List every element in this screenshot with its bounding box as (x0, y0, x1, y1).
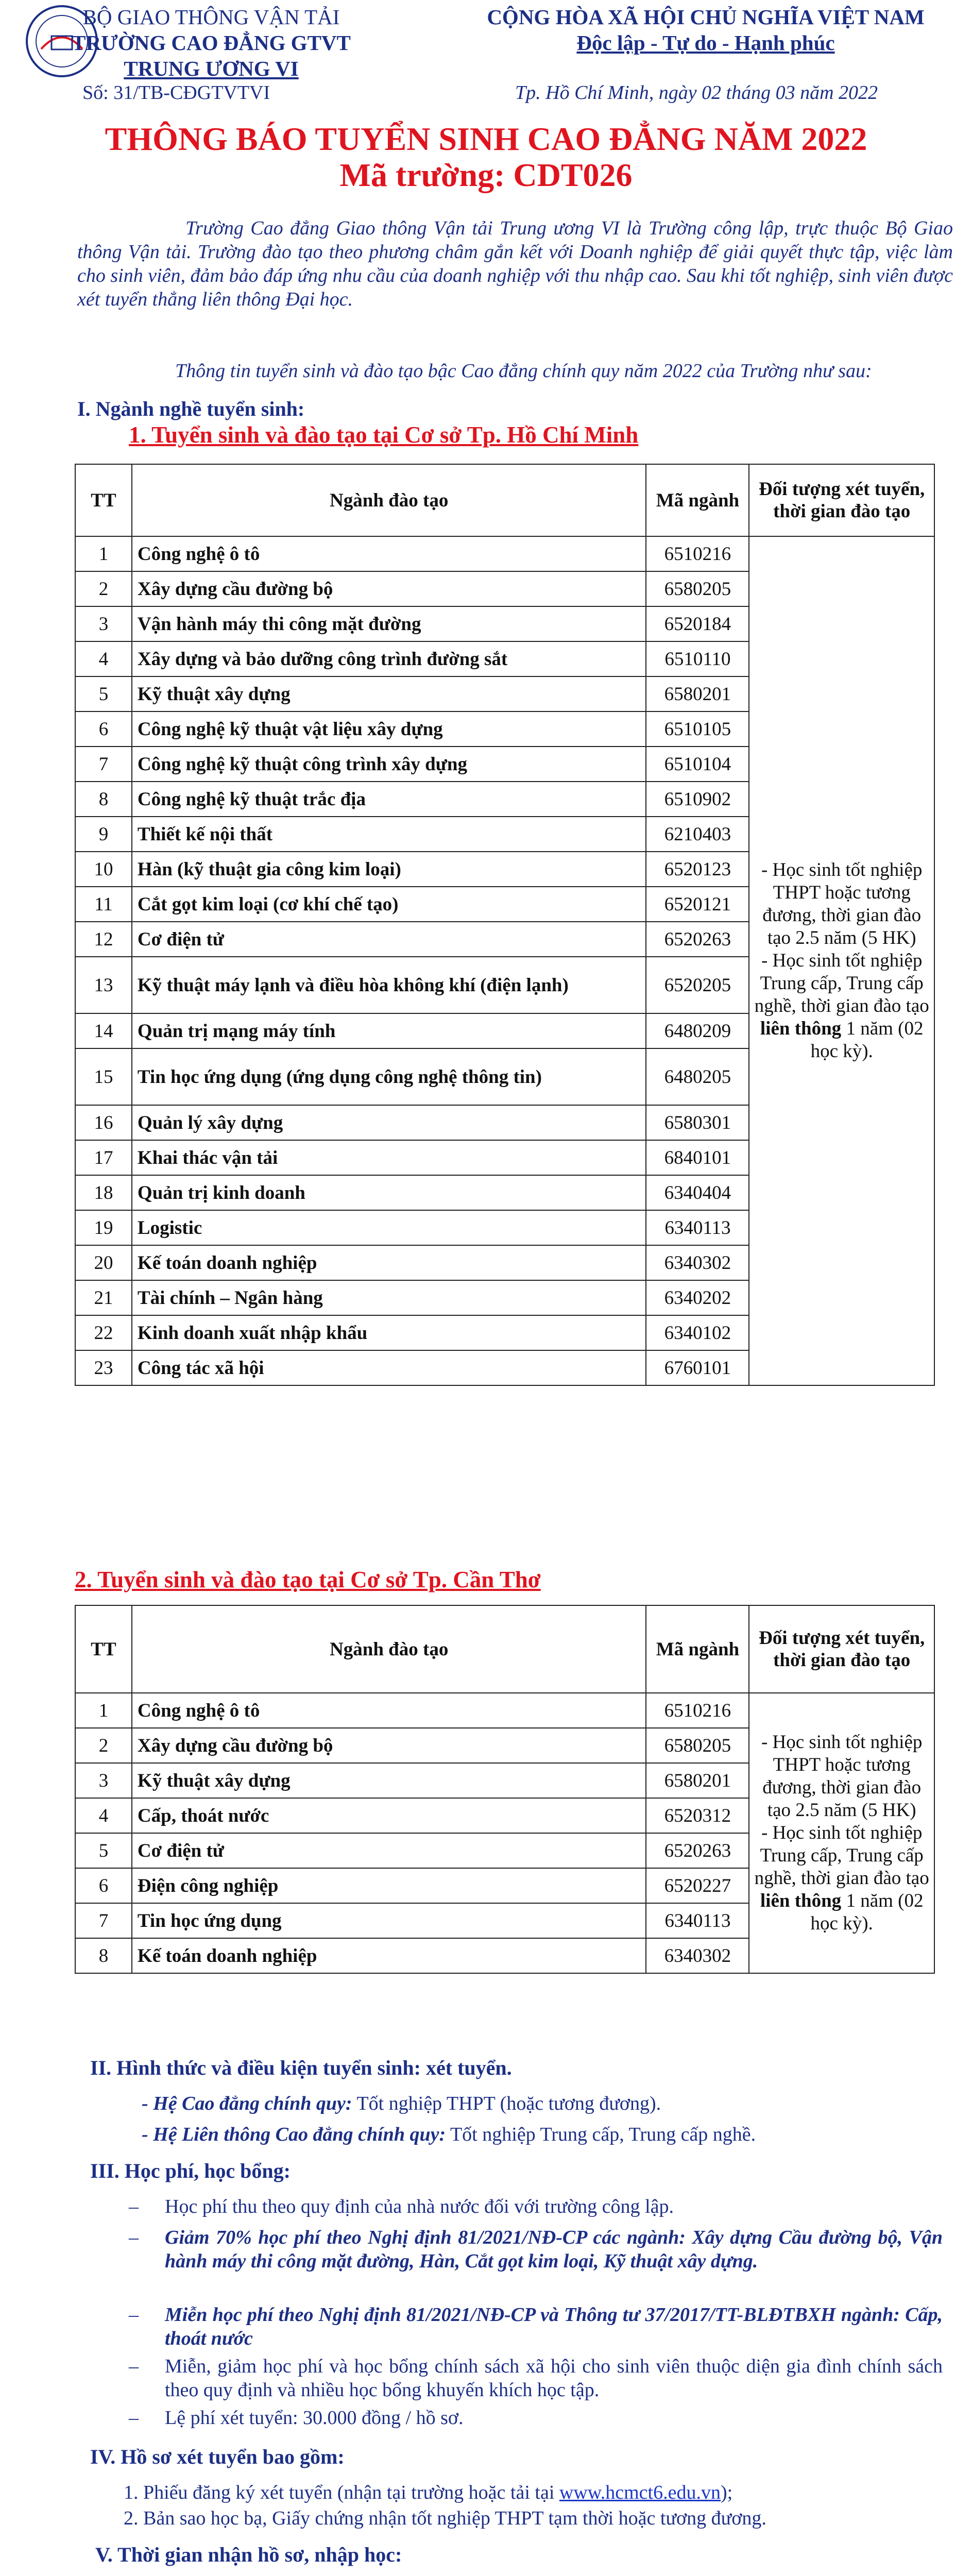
row-index: 9 (75, 817, 132, 852)
program-code: 6520184 (646, 606, 749, 641)
table-row (75, 1693, 934, 1728)
program-name: Hàn (kỹ thuật gia công kim loại) (132, 852, 646, 887)
program-name: Công nghệ kỹ thuật công trình xây dựng (132, 747, 646, 782)
section-4-heading: IV. Hồ sơ xét tuyển bao gồm: (90, 2445, 345, 2468)
program-name: Kế toán doanh nghiệp (132, 1245, 646, 1280)
program-name: Tin học ứng dụng (ứng dụng công nghệ thông tin) (132, 1048, 646, 1105)
transfer-condition: - Hệ Liên thông Cao đẳng chính quy: Tốt nghiệp Trung cấp, Trung cấp nghề. (142, 2124, 756, 2145)
admission-objective (749, 536, 934, 1385)
program-name: Công nghệ ô tô (132, 536, 646, 571)
program-code: 6340113 (646, 1210, 749, 1245)
section-3-heading: III. Học phí, học bổng: (90, 2159, 291, 2182)
program-name: Kỹ thuật xây dựng (132, 676, 646, 711)
program-name: Kinh doanh xuất nhập khẩu (132, 1315, 646, 1350)
row-index: 13 (75, 957, 132, 1013)
col-header-code: Mã ngành (646, 1605, 749, 1693)
program-code: 6580301 (646, 1105, 749, 1140)
section-2-heading: II. Hình thức và điều kiện tuyển sinh: xét tuyển. (90, 2056, 512, 2079)
program-name: Công tác xã hội (132, 1350, 646, 1385)
hcm-heading: 1. Tuyển sinh và đào tạo tại Cơ sở Tp. Hồ Chí Minh (129, 422, 639, 448)
program-code: 6510216 (646, 1693, 749, 1728)
section-5-heading: V. Thời gian nhận hồ sơ, nhập học: (95, 2543, 402, 2566)
program-code: 6480209 (646, 1013, 749, 1048)
program-name: Xây dựng và bảo dưỡng công trình đường sắt (132, 641, 646, 676)
regular-condition: - Hệ Cao đẳng chính quy: Tốt nghiệp THPT (hoặc tương đương). (142, 2093, 661, 2114)
program-name: Vận hành máy thi công mặt đường (132, 606, 646, 641)
program-code: 6510110 (646, 641, 749, 676)
intro-paragraph: Trường Cao đẳng Giao thông Vận tải Trung ương VI là Trường công lập, trực thuộc Bộ Giao thông Vận tải. Trường đào tạo theo phương châm gắn kết với Doanh nghiệp để giải quyết thực tập, việc làm cho sinh viên, đảm bảo đáp ứng nhu cầu của doanh nghiệp với thu nhập cao. Sau khi tốt nghiệp, sinh viên được xét tuyển thẳng liên thông Đại học. (77, 217, 953, 310)
page-title: THÔNG BÁO TUYỂN SINH CAO ĐẲNG NĂM 2022 (105, 121, 867, 157)
program-code: 6580201 (646, 1763, 749, 1798)
row-index: 7 (75, 747, 132, 782)
row-index: 8 (75, 782, 132, 817)
program-code: 6510216 (646, 536, 749, 571)
row-index: 7 (75, 1903, 132, 1938)
row-index: 21 (75, 1280, 132, 1315)
program-name: Cắt gọt kim loại (cơ khí chế tạo) (132, 887, 646, 922)
table-row (75, 536, 934, 571)
row-index: 22 (75, 1315, 132, 1350)
row-index: 8 (75, 1938, 132, 1973)
website-link[interactable]: www.hcmct6.edu.vn (559, 2482, 721, 2503)
program-code: 6520123 (646, 852, 749, 887)
national-motto: Độc lập - Tự do - Hạnh phúc (576, 31, 835, 55)
ministry-name: BỘ GIAO THÔNG VẬN TẢI (82, 5, 340, 29)
program-name: Công nghệ kỹ thuật trắc địa (132, 782, 646, 817)
row-index: 10 (75, 852, 132, 887)
school-name-sub: TRUNG ƯƠNG VI (124, 57, 299, 80)
objective-transfer: - Học sinh tốt nghiệp Trung cấp, Trung cấp nghề, thời gian đào tạo liên thông 1 năm (02 học kỳ). (754, 950, 929, 1062)
program-code: 6340302 (646, 1938, 749, 1973)
dash-bullet: – (129, 2355, 139, 2377)
row-index: 6 (75, 711, 132, 747)
program-name: Quản trị kinh doanh (132, 1175, 646, 1210)
col-header-objective: Đối tượng xét tuyển, thời gian đào tạo (749, 1605, 934, 1693)
program-name: Logistic (132, 1210, 646, 1245)
col-header-tt: TT (75, 464, 132, 536)
document-date: Tp. Hồ Chí Minh, ngày 02 tháng 03 năm 2022 (515, 82, 878, 104)
dash-bullet: – (129, 2304, 139, 2326)
program-name: Quản trị mạng máy tính (132, 1013, 646, 1048)
fee-item-1: Học phí thu theo quy định của nhà nước đối với trường công lập. (165, 2196, 674, 2217)
fee-item-4: Miễn, giảm học phí và học bổng chính sách xã hội cho sinh viên thuộc diện gia đình chính sách theo quy định và nhiều học bổng khuyến khích học tập. (165, 2355, 943, 2401)
row-index: 15 (75, 1048, 132, 1105)
program-code: 6480205 (646, 1048, 749, 1105)
program-code: 6520263 (646, 1833, 749, 1868)
hcm-programs-table (75, 464, 935, 1386)
objective-highschool: - Học sinh tốt nghiệp THPT hoặc tương đương, thời gian đào tạo 2.5 năm (5 HK) (761, 859, 923, 948)
col-header-program: Ngành đào tạo (132, 464, 646, 536)
program-code: 6510902 (646, 782, 749, 817)
program-code: 6760101 (646, 1350, 749, 1385)
fee-item-3: Miễn học phí theo Nghị định 81/2021/NĐ-CP và Thông tư 37/2017/TT-BLĐTBXH ngành: Cấp, thoát nước (165, 2304, 943, 2349)
col-header-tt: TT (75, 1605, 132, 1693)
program-code: 6580205 (646, 1728, 749, 1763)
program-name: Cấp, thoát nước (132, 1798, 646, 1833)
row-index: 18 (75, 1175, 132, 1210)
program-code: 6520227 (646, 1868, 749, 1903)
ct-programs-table (75, 1605, 935, 1974)
program-code: 6520205 (646, 957, 749, 1013)
program-code: 6340404 (646, 1175, 749, 1210)
country-name: CỘNG HÒA XÃ HỘI CHỦ NGHĨA VIỆT NAM (487, 5, 925, 29)
program-code: 6580205 (646, 571, 749, 606)
program-name: Khai thác vận tải (132, 1140, 646, 1175)
program-name: Kỹ thuật máy lạnh và điều hòa không khí (điện lạnh) (132, 957, 646, 1013)
dossier-item-2: 2. Bản sao học bạ, Giấy chứng nhận tốt nghiệp THPT tạm thời hoặc tương đương. (124, 2507, 766, 2529)
row-index: 1 (75, 536, 132, 571)
row-index: 20 (75, 1245, 132, 1280)
school-code: Mã trường: CDT026 (339, 157, 633, 193)
program-code: 6510105 (646, 711, 749, 747)
program-name: Xây dựng cầu đường bộ (132, 1728, 646, 1763)
col-header-program: Ngành đào tạo (132, 1605, 646, 1693)
program-code: 6840101 (646, 1140, 749, 1175)
row-index: 11 (75, 887, 132, 922)
program-name: Xây dựng cầu đường bộ (132, 571, 646, 606)
program-name: Kế toán doanh nghiệp (132, 1938, 646, 1973)
row-index: 23 (75, 1350, 132, 1385)
document-number: Số: 31/TB-CĐGTVTVI (82, 82, 270, 104)
program-name: Công nghệ ô tô (132, 1693, 646, 1728)
col-header-code: Mã ngành (646, 464, 749, 536)
row-index: 3 (75, 1763, 132, 1798)
row-index: 19 (75, 1210, 132, 1245)
row-index: 5 (75, 676, 132, 711)
dash-bullet: – (129, 2227, 139, 2248)
dash-bullet: – (129, 2407, 139, 2429)
program-code: 6340102 (646, 1315, 749, 1350)
issuer-block (46, 4, 376, 81)
dash-bullet: – (129, 2196, 139, 2217)
row-index: 3 (75, 606, 132, 641)
row-index: 12 (75, 922, 132, 957)
program-code: 6520121 (646, 887, 749, 922)
row-index: 4 (75, 641, 132, 676)
program-name: Tin học ứng dụng (132, 1903, 646, 1938)
program-name: Cơ điện tử (132, 1833, 646, 1868)
col-header-objective: Đối tượng xét tuyển, thời gian đào tạo (749, 464, 934, 536)
program-code: 6510104 (646, 747, 749, 782)
row-index: 2 (75, 1728, 132, 1763)
admission-objective (749, 1693, 934, 1973)
program-code: 6580201 (646, 676, 749, 711)
intro-summary: Thông tin tuyển sinh và đào tạo bậc Cao đẳng chính quy năm 2022 của Trường như sau: (175, 360, 872, 382)
row-index: 4 (75, 1798, 132, 1833)
national-heading (453, 4, 958, 56)
program-name: Tài chính – Ngân hàng (132, 1280, 646, 1315)
program-code: 6340302 (646, 1245, 749, 1280)
program-code: 6210403 (646, 817, 749, 852)
school-name: TRƯỜNG CAO ĐẲNG GTVT (72, 31, 351, 55)
row-index: 1 (75, 1693, 132, 1728)
program-name: Điện công nghiệp (132, 1868, 646, 1903)
section-1-heading: I. Ngành nghề tuyển sinh: (77, 397, 305, 420)
row-index: 17 (75, 1140, 132, 1175)
row-index: 16 (75, 1105, 132, 1140)
program-code: 6340113 (646, 1903, 749, 1938)
program-name: Kỹ thuật xây dựng (132, 1763, 646, 1798)
row-index: 5 (75, 1833, 132, 1868)
objective-highschool: - Học sinh tốt nghiệp THPT hoặc tương đương, thời gian đào tạo 2.5 năm (5 HK) (761, 1732, 923, 1821)
program-code: 6520312 (646, 1798, 749, 1833)
row-index: 6 (75, 1868, 132, 1903)
program-name: Quản lý xây dựng (132, 1105, 646, 1140)
program-code: 6340202 (646, 1280, 749, 1315)
fee-item-5: Lệ phí xét tuyển: 30.000 đồng / hồ sơ. (165, 2407, 464, 2429)
program-name: Thiết kế nội thất (132, 817, 646, 852)
row-index: 14 (75, 1013, 132, 1048)
program-code: 6520263 (646, 922, 749, 957)
program-name: Cơ điện tử (132, 922, 646, 957)
ct-heading: 2. Tuyển sinh và đào tạo tại Cơ sở Tp. Cần Thơ (75, 1567, 541, 1592)
fee-item-2: Giảm 70% học phí theo Nghị định 81/2021/NĐ-CP các ngành: Xây dựng Cầu đường bộ, Vận hành máy thi công mặt đường, Hàn, Cắt gọt kim loại, Kỹ thuật xây dựng. (165, 2227, 943, 2272)
objective-transfer: - Học sinh tốt nghiệp Trung cấp, Trung cấp nghề, thời gian đào tạo liên thông 1 năm (02 học kỳ). (754, 1822, 929, 1934)
program-name: Công nghệ kỹ thuật vật liệu xây dựng (132, 711, 646, 747)
row-index: 2 (75, 571, 132, 606)
dossier-item-1: 1. Phiếu đăng ký xét tuyển (nhận tại trường hoặc tải tại www.hcmct6.edu.vn); (124, 2482, 733, 2503)
